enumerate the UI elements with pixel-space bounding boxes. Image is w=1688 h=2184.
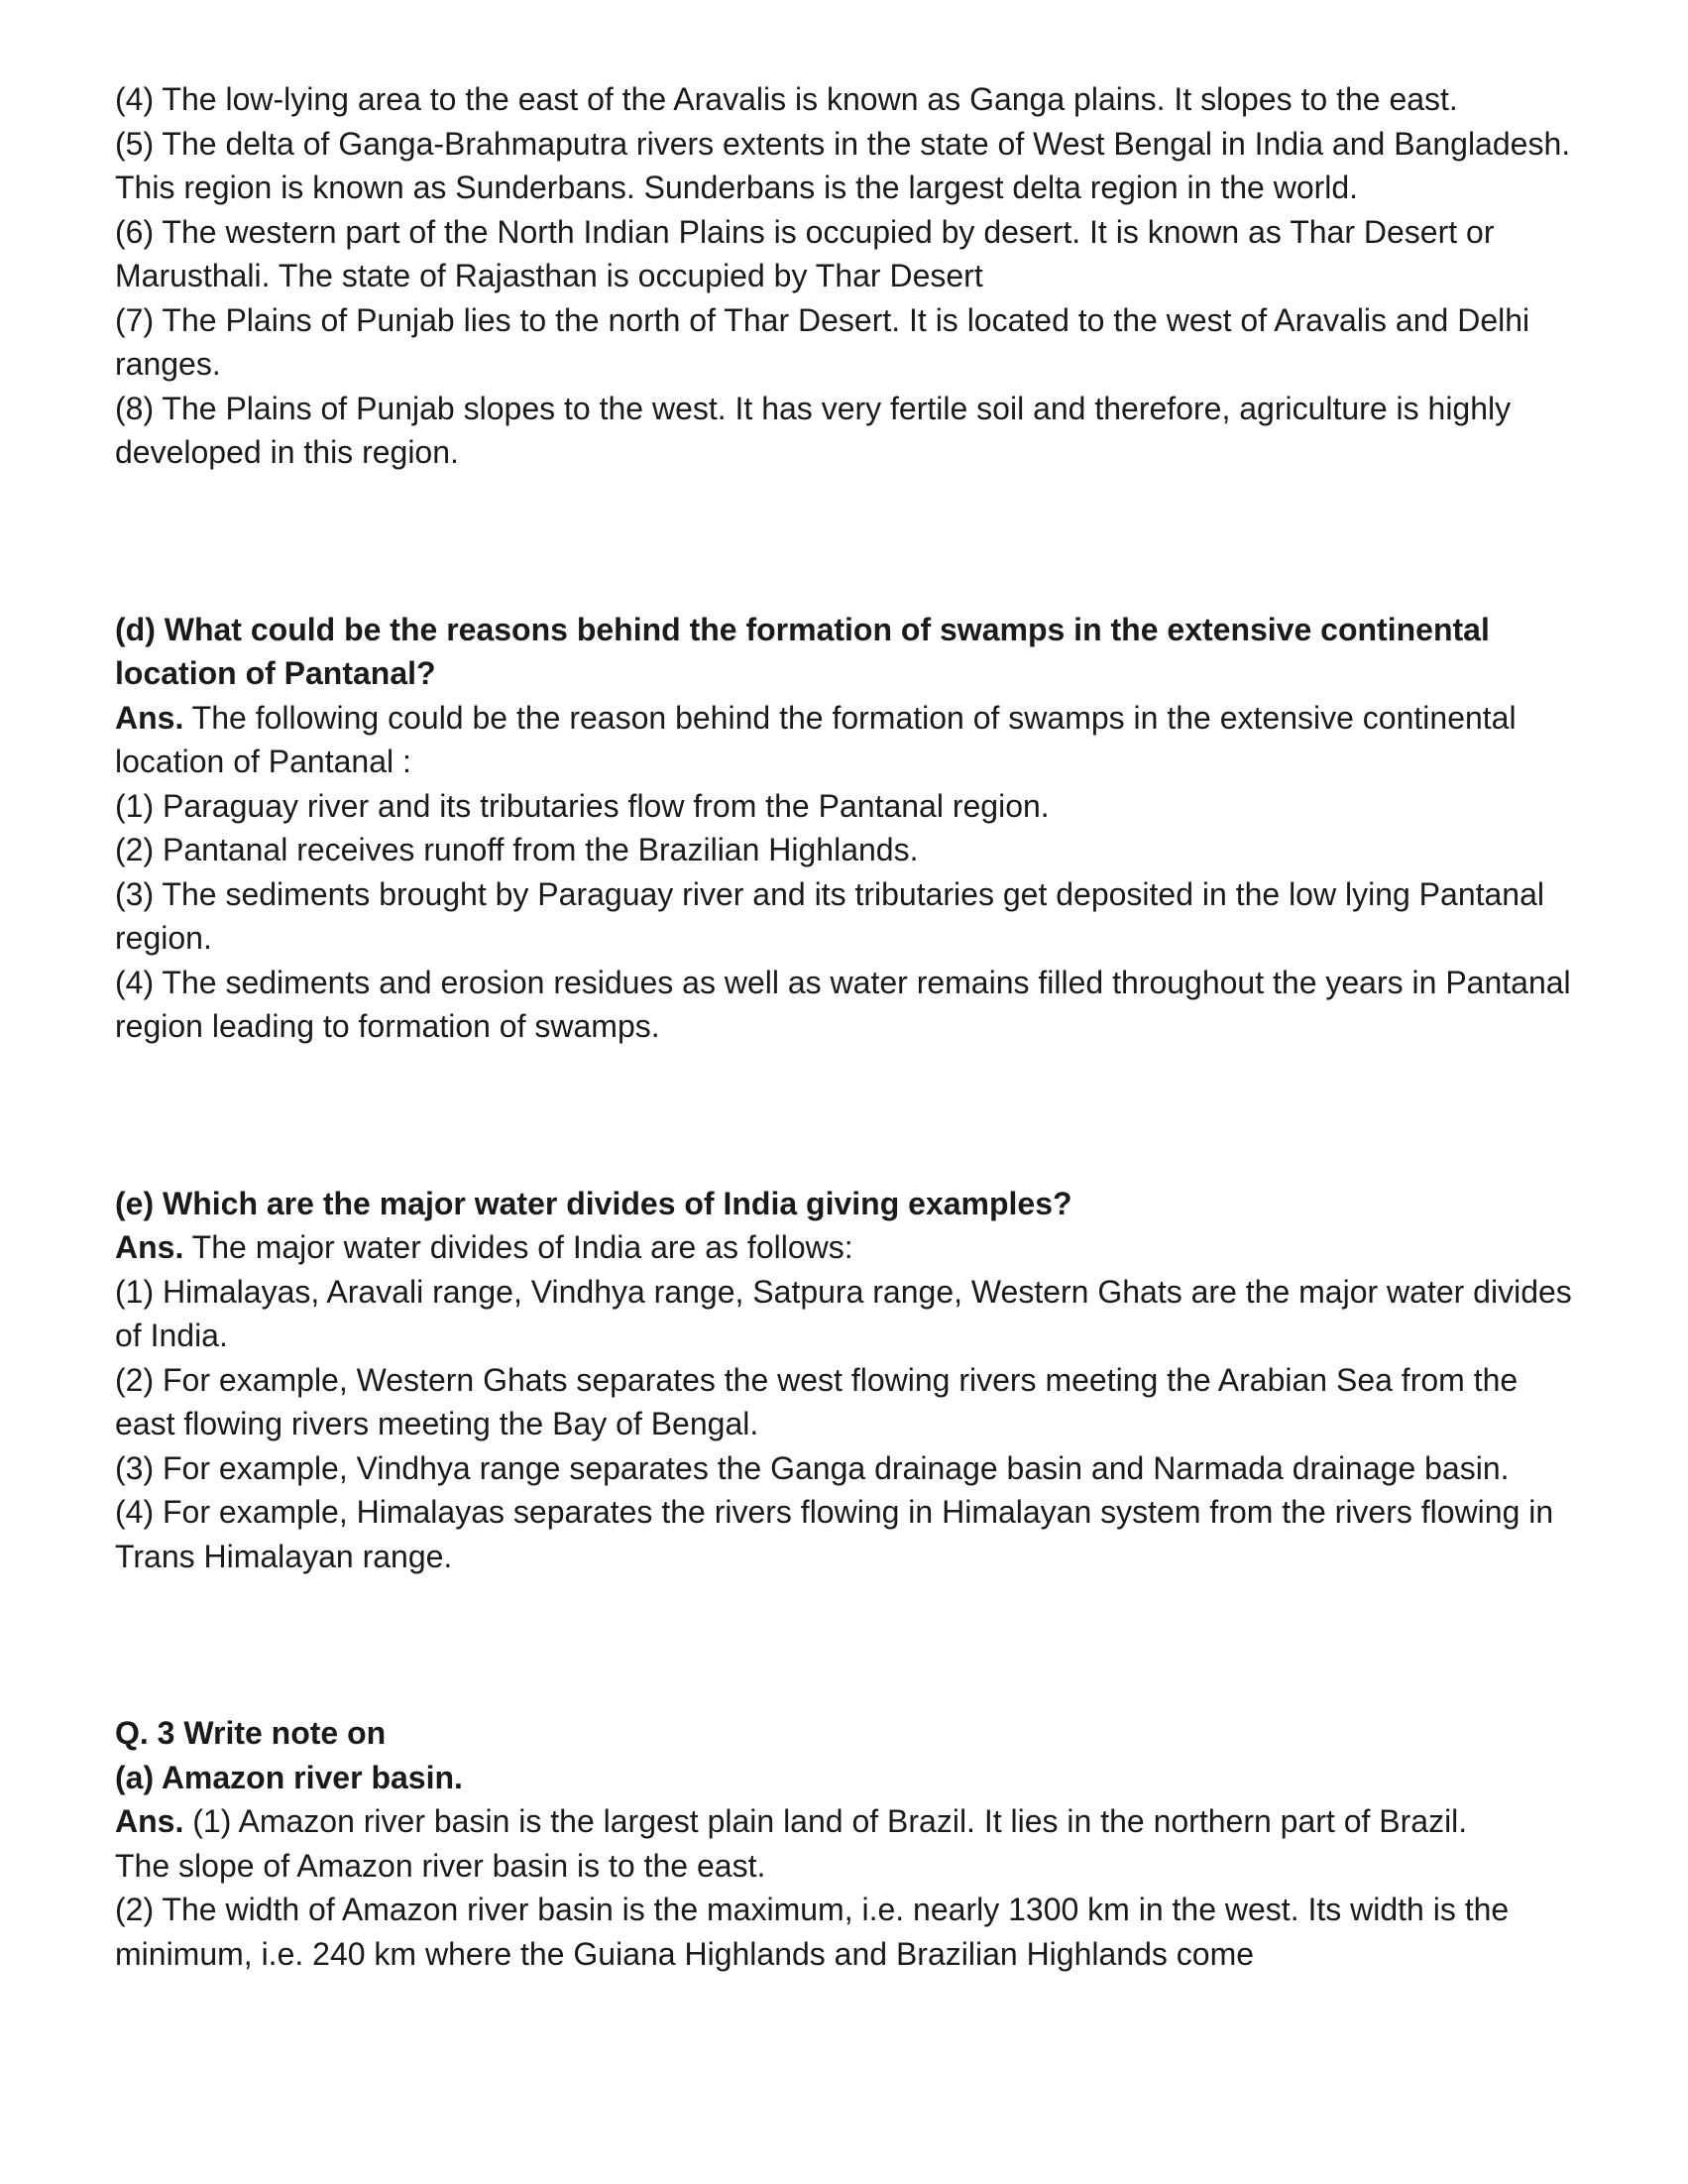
question-d-heading: (d) What could be the reasons behind the formation of swamps in the extensive continental location of Pantanal? [115, 611, 1490, 691]
answer-label: Ans. [115, 1229, 184, 1265]
list-item: The slope of Amazon river basin is to the east. [115, 1847, 766, 1884]
list-item: (6) The western part of the North Indian Plains is occupied by desert. It is known as Thar Desert or Marusthali. The state of Rajasthan is occupied by Thar Desert [115, 213, 1495, 293]
answer-label: Ans. [115, 699, 184, 736]
answer-label: Ans. [115, 1803, 184, 1839]
list-item: (7) The Plains of Punjab lies to the north of Thar Desert. It is located to the west of Aravalis and Delhi ranges. [115, 301, 1530, 382]
list-item: (1) Paraguay river and its tributaries flow from the Pantanal region. [115, 787, 1050, 824]
list-item: (2) Pantanal receives runoff from the Brazilian Highlands. [115, 832, 919, 867]
question-3-section [115, 1711, 1582, 1976]
answer-3a-first [115, 1799, 1582, 1844]
section-spacer [115, 1049, 1582, 1182]
question-d-section [115, 608, 1582, 1049]
list-item: (4) The low-lying area to the east of the Aravalis is known as Ganga plains. It slopes to the east. [115, 81, 1458, 117]
list-item: (3) For example, Vindhya range separates the Ganga drainage basin and Narmada drainage basin. [115, 1449, 1510, 1486]
list-item: (3) The sediments brought by Paraguay river and its tributaries get deposited in the low lying Pantanal region. [115, 875, 1544, 956]
question-e-heading: (e) Which are the major water divides of India giving examples? [115, 1185, 1072, 1221]
question-3-heading: Q. 3 Write note on [115, 1715, 387, 1751]
list-item: (4) For example, Himalayas separates the rivers flowing in Himalayan system from the rivers flowing in Trans Himalayan range. [115, 1494, 1554, 1574]
list-item: (1) Himalayas, Aravali range, Vindhya range, Satpura range, Western Ghats are the major water divides of India. [115, 1273, 1572, 1353]
answer-intro-text: The major water divides of India are as follows: [183, 1229, 853, 1265]
plains-points-section [115, 77, 1582, 475]
answer-intro-text: The following could be the reason behind the formation of swamps in the extensive continental location of Pantanal : [115, 699, 1517, 779]
section-spacer [115, 475, 1582, 608]
answer-e-intro [115, 1225, 1582, 1270]
document-page [115, 77, 1582, 1976]
section-spacer [115, 1578, 1582, 1711]
list-item: (2) The width of Amazon river basin is the maximum, i.e. nearly 1300 km in the west. Its width is the minimum, i.e. 240 km where the Guiana Highlands and Brazilian Highlands come [115, 1892, 1510, 1972]
answer-first-text: (1) Amazon river basin is the largest plain land of Brazil. It lies in the northern part of Brazil. [183, 1803, 1468, 1839]
answer-d-intro [115, 696, 1582, 784]
list-item: (2) For example, Western Ghats separates the west flowing rivers meeting the Arabian Sea from the east flowing rivers meeting the Bay of Bengal. [115, 1361, 1519, 1441]
question-3a-subheading: (a) Amazon river basin. [115, 1759, 463, 1795]
list-item: (8) The Plains of Punjab slopes to the west. It has very fertile soil and therefore, agriculture is highly developed in this region. [115, 390, 1512, 470]
question-e-section [115, 1182, 1582, 1579]
list-item: (4) The sediments and erosion residues as well as water remains filled throughout the years in Pantanal region leading to formation of swamps. [115, 964, 1571, 1044]
list-item: (5) The delta of Ganga-Brahmaputra rivers extents in the state of West Bengal in India and Bangladesh. This region is known as Sunderbans. Sunderbans is the largest delta region in the world. [115, 125, 1571, 205]
